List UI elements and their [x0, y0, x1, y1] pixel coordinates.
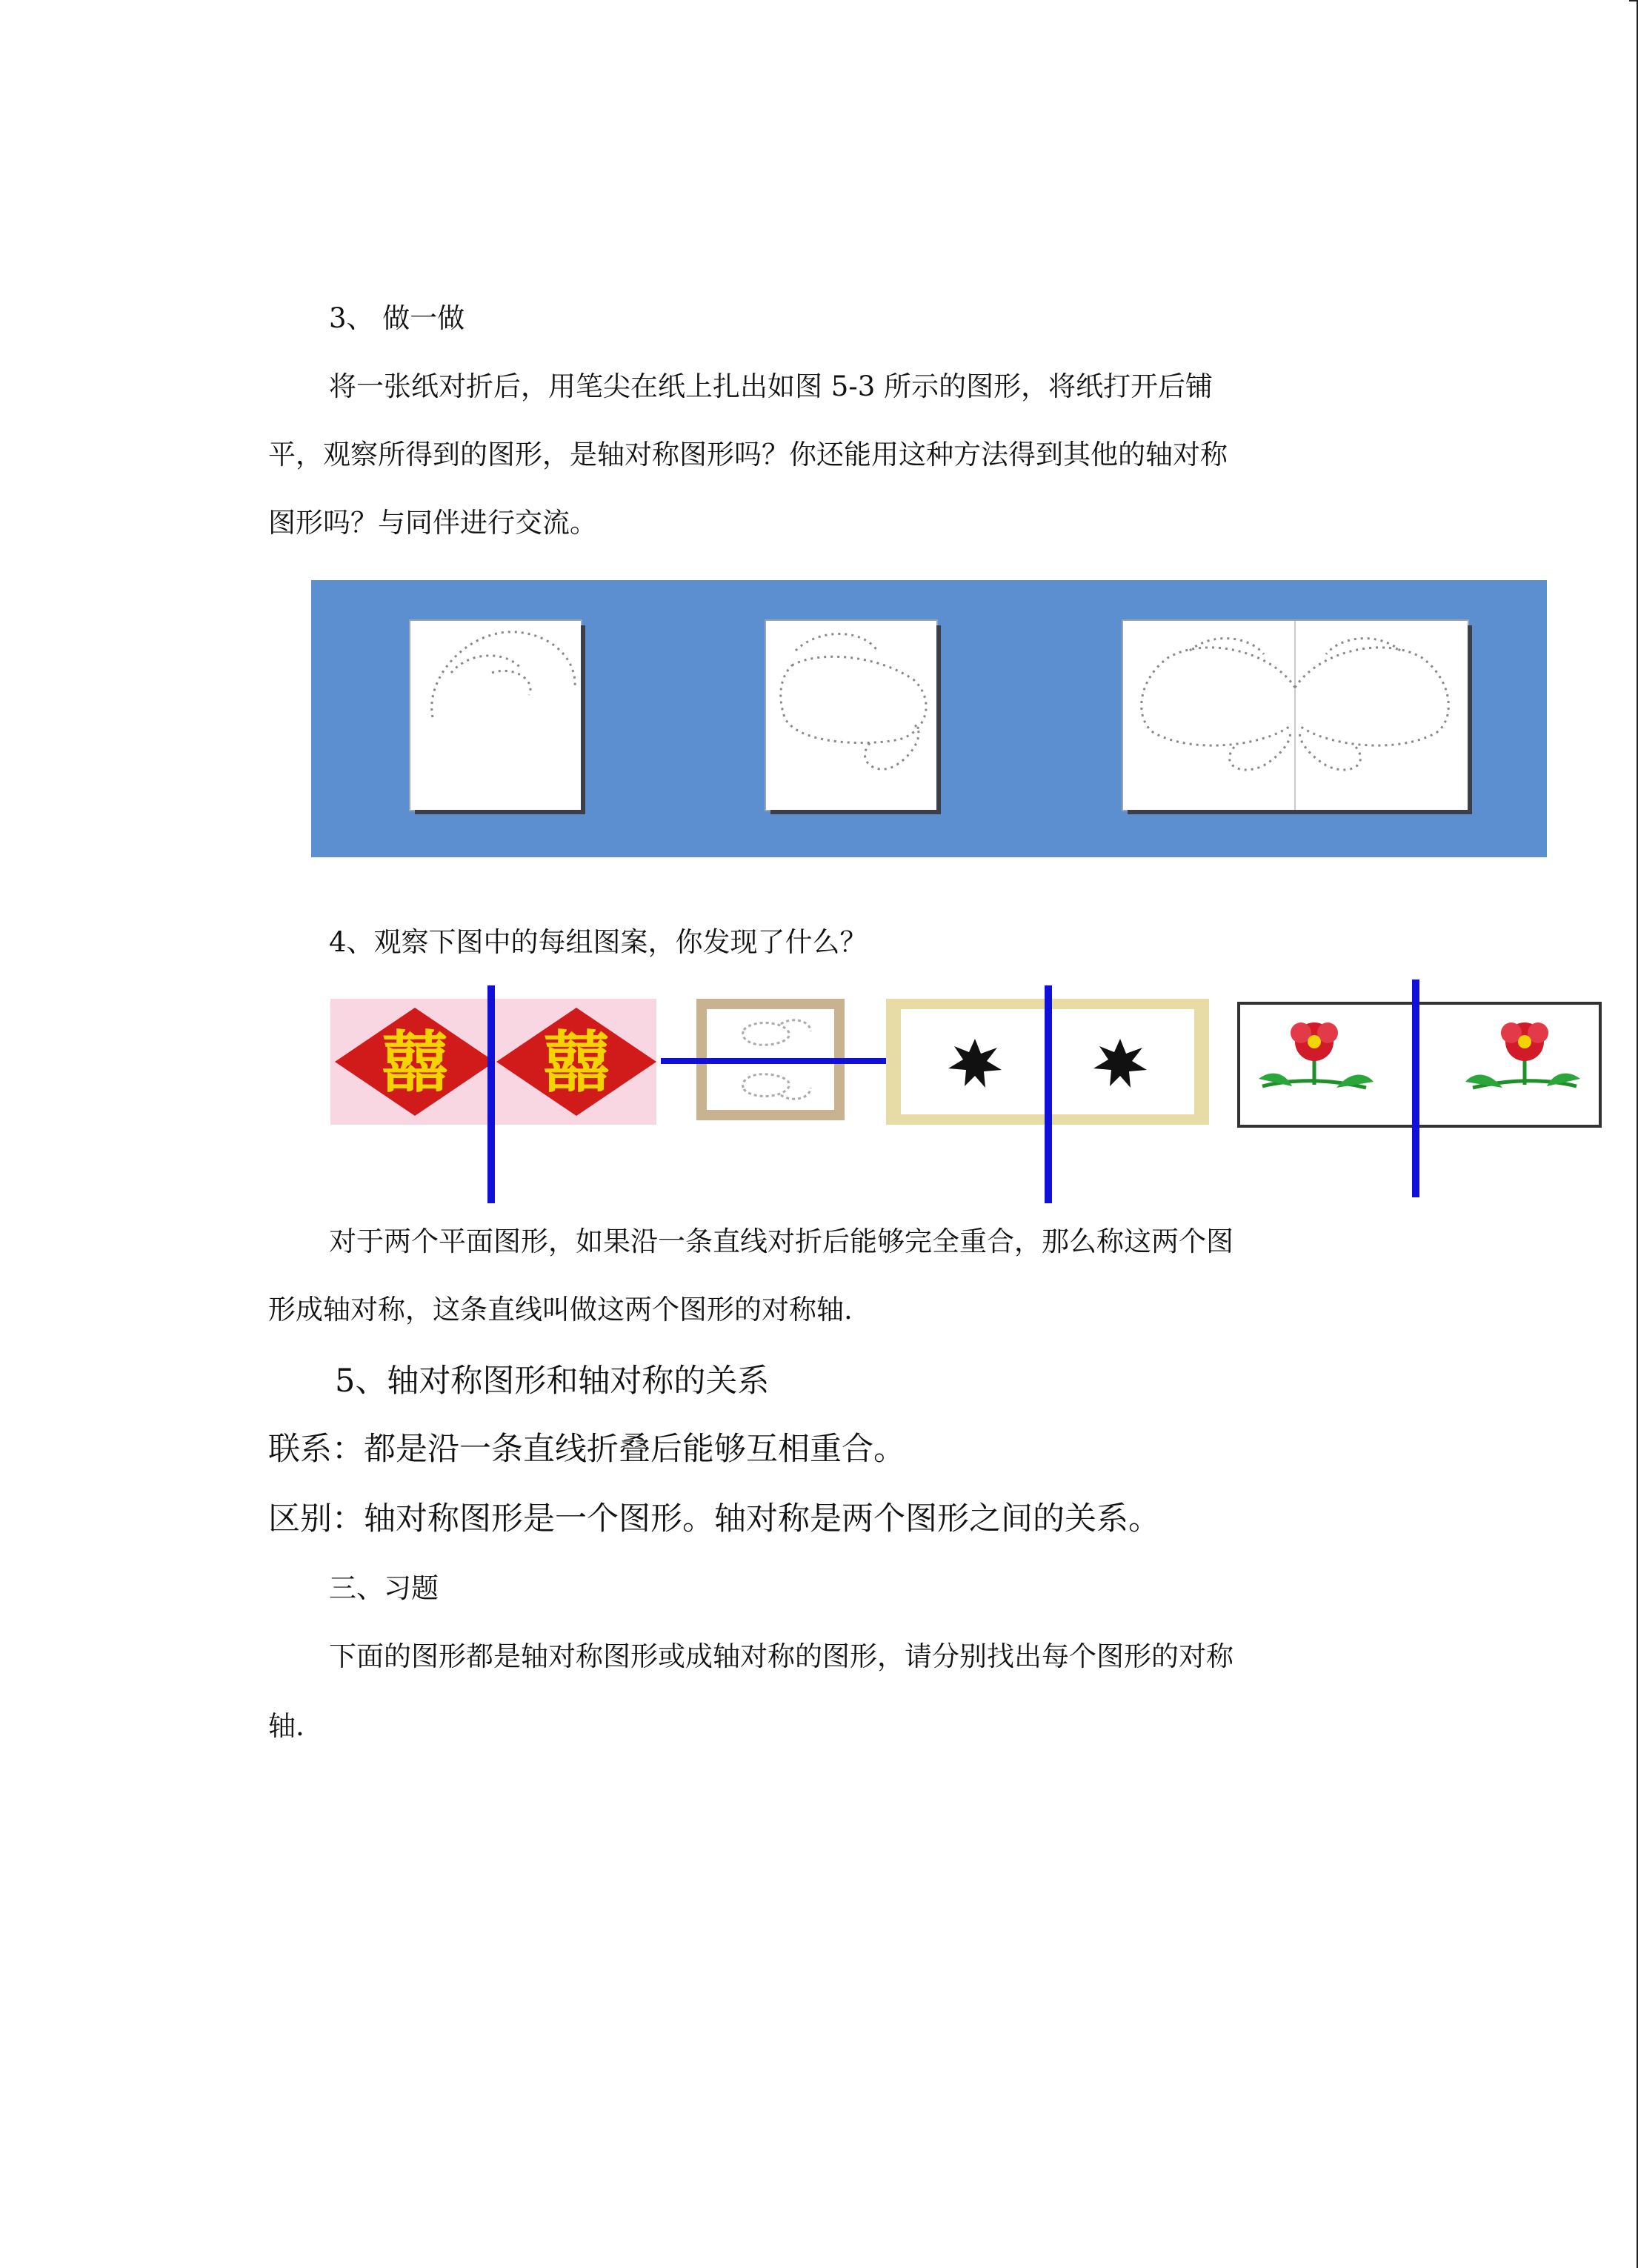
exercises-para-line-1: 下面的图形都是轴对称图形或成轴对称的图形，请分别找出每个图形的对称 — [329, 1640, 1234, 1672]
pattern-groups-figure — [326, 977, 1608, 1203]
symmetry-axis-1 — [487, 985, 495, 1203]
section4-para-line-1: 对于两个平面图形，如果沿一条直线对折后能够完全重合，那么称这两个图 — [329, 1226, 1234, 1257]
section5-link: 联系：都是沿一条直线折叠后能够互相重合。 — [268, 1431, 905, 1468]
page-border-tick — [1629, 0, 1638, 1]
xi-char-right: 囍 — [543, 1023, 610, 1102]
flower-pair-icon — [1240, 1005, 1599, 1125]
section5-difference: 区别：轴对称图形是一个图形。轴对称是两个图形之间的关系。 — [268, 1500, 1160, 1537]
section4-heading: 4、观察下图中的每组图案，你发现了什么？ — [329, 926, 868, 958]
section4-para-line-2: 形成轴对称，这条直线叫做这两个图形的对称轴. — [268, 1294, 853, 1326]
flower-panel — [1237, 1002, 1602, 1128]
folded-paper-2 — [766, 621, 936, 810]
symmetry-axis-2 — [661, 1058, 895, 1064]
exercises-heading: 三、习题 — [329, 1572, 439, 1604]
figure-5-3 — [311, 580, 1547, 857]
section5-heading: 5、轴对称图形和轴对称的关系 — [335, 1363, 770, 1400]
unfolded-paper — [1123, 621, 1468, 810]
symmetry-axis-3 — [1045, 985, 1052, 1203]
pin-hole-butterfly-icon — [1123, 621, 1468, 810]
section3-heading: 3、 做一做 — [329, 302, 465, 334]
pin-hole-pattern-half-icon — [410, 621, 581, 810]
folded-paper-1 — [410, 621, 581, 810]
section3-para-line-2: 平，观察所得到的图形，是轴对称图形吗？你还能用这种方法得到其他的轴对称 — [268, 439, 1228, 470]
section3-para-line-3: 图形吗？与同伴进行交流。 — [268, 507, 597, 539]
section3-para-line-1: 将一张纸对折后，用笔尖在纸上扎出如图 5-3 所示的图形，将纸打开后铺 — [329, 370, 1213, 402]
pin-hole-pattern-wing-icon — [766, 621, 936, 810]
xi-char-left: 囍 — [382, 1023, 448, 1102]
exercises-para-line-2: 轴. — [268, 1710, 304, 1742]
symmetry-axis-4 — [1412, 980, 1419, 1197]
